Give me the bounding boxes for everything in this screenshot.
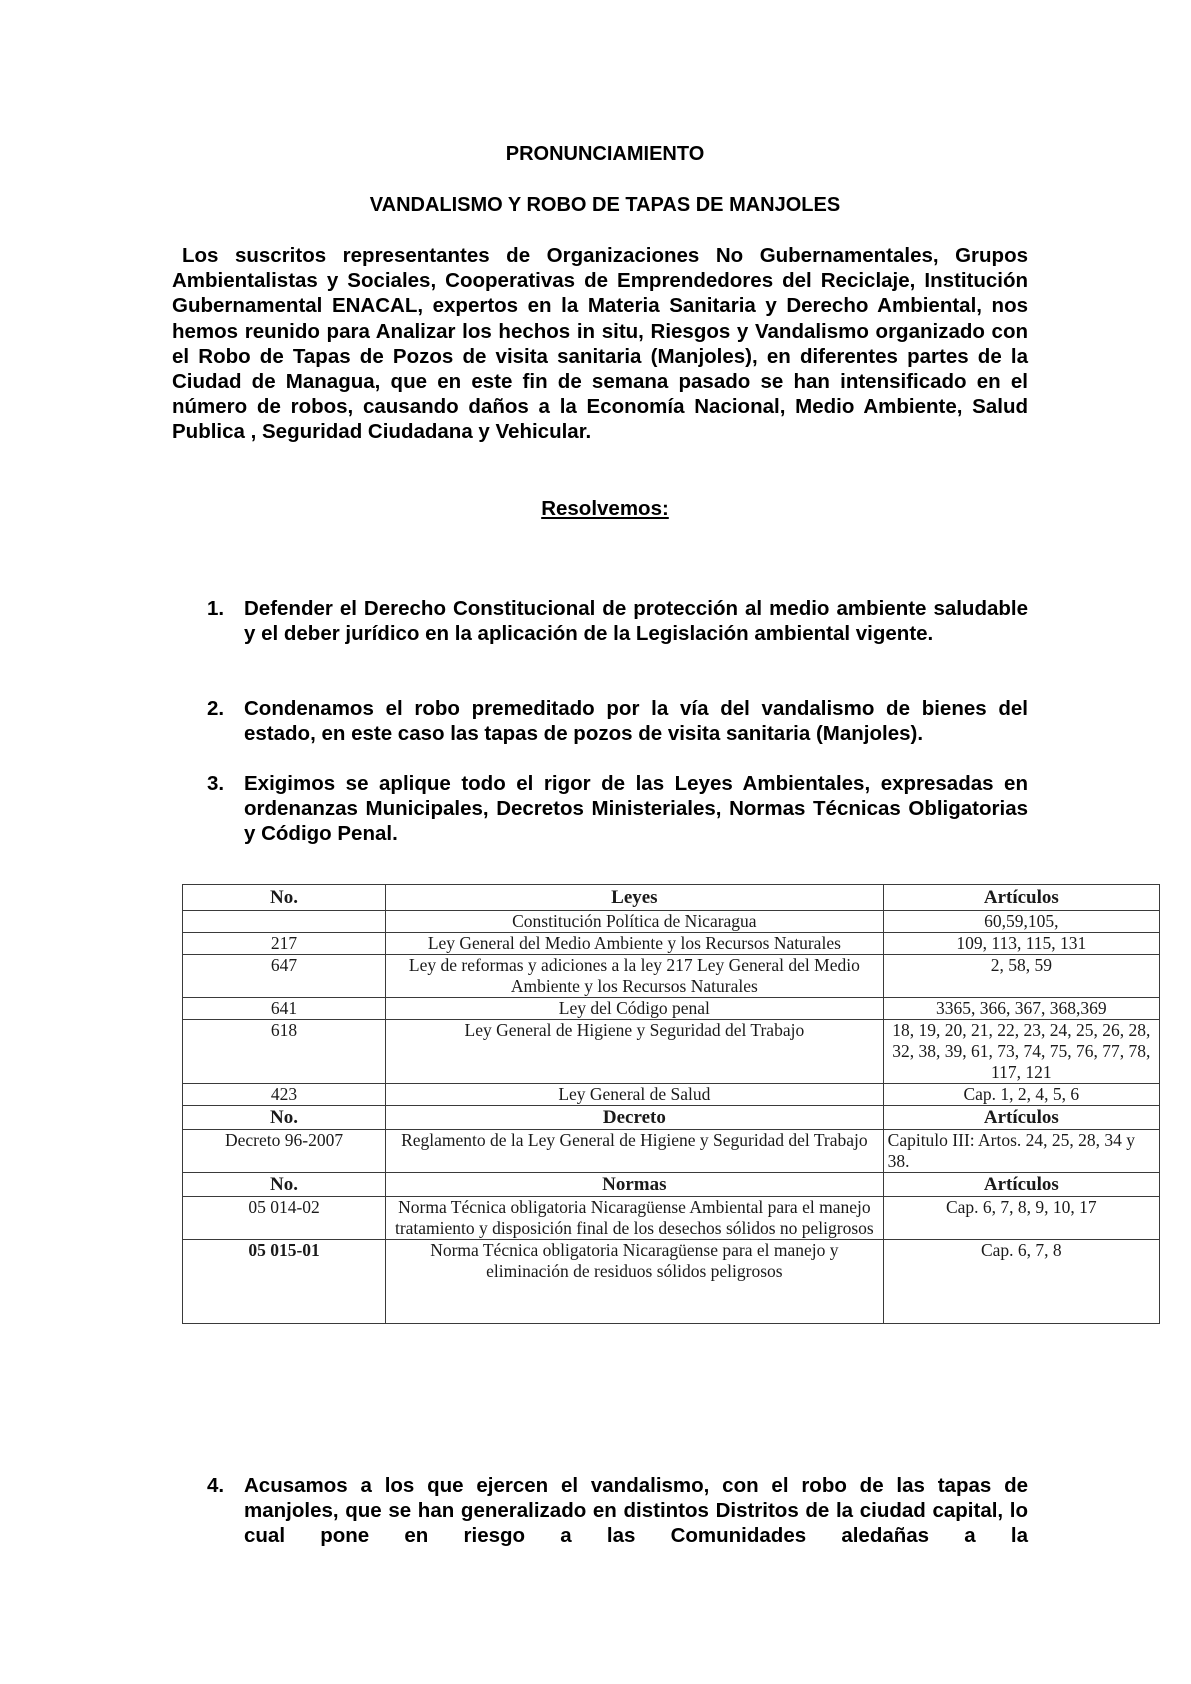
- table-header-row: [183, 1106, 1160, 1130]
- table-cell: 05 015-01: [183, 1240, 386, 1324]
- table-cell: Cap. 6, 7, 8: [883, 1240, 1159, 1324]
- table-cell: Ley General de Higiene y Seguridad del Trabajo: [386, 1020, 884, 1084]
- table-cell: Reglamento de la Ley General de Higiene y Seguridad del Trabajo: [386, 1130, 884, 1173]
- table-row: [183, 1084, 1160, 1106]
- table-header-row: [183, 1173, 1160, 1197]
- table-cell: 05 014-02: [183, 1197, 386, 1240]
- table-cell: Capitulo III: Artos. 24, 25, 28, 34 y 38.: [883, 1130, 1159, 1173]
- table-cell: 3365, 366, 367, 368,369: [883, 998, 1159, 1020]
- table-cell: Ley General del Medio Ambiente y los Recursos Naturales: [386, 933, 884, 955]
- document-heading: PRONUNCIAMIENTO: [505, 143, 705, 165]
- list-item-number: 1.: [207, 597, 225, 620]
- header-cell: Artículos: [883, 1106, 1159, 1130]
- table-cell: Constitución Política de Nicaragua: [386, 911, 884, 933]
- table-cell: 18, 19, 20, 21, 22, 23, 24, 25, 26, 28, 32, 38, 39, 61, 73, 74, 75, 76, 77, 78, 117, 121: [883, 1020, 1159, 1084]
- header-cell: Decreto: [386, 1106, 884, 1130]
- header-cell: Leyes: [386, 885, 884, 911]
- table-cell: Ley General de Salud: [386, 1084, 884, 1106]
- list-item: [207, 1473, 1028, 1549]
- table-row: [183, 1197, 1160, 1240]
- table-row: [183, 955, 1160, 998]
- table-row: [183, 1130, 1160, 1173]
- header-cell: No.: [183, 1173, 386, 1197]
- list-item-number: 3.: [207, 772, 225, 795]
- table-row: [183, 1020, 1160, 1084]
- table-row: [183, 1240, 1160, 1324]
- table-cell: Cap. 6, 7, 8, 9, 10, 17: [883, 1197, 1159, 1240]
- header-cell: Artículos: [883, 1173, 1159, 1197]
- intro-paragraph: Los suscritos representantes de Organizaciones No Gubernamentales, Grupos Ambientalistas y Sociales, Cooperativas de Emprendedores del Reciclaje, Institución Gubernamental ENACAL, expertos en la Materia Sanitaria y Derecho Ambiental, nos hemos reunido para Analizar los hechos in situ, Riesgos y Vandalismo organizado con el Robo de Tapas de Pozos de visita sanitaria (Manjoles), en diferentes partes de la Ciudad de Managua, que en este fin de semana pasado se han intensificado en el número de robos, causando daños a la Economía Nacional, Medio Ambiente, Salud Publica , Seguridad Ciudadana y Vehicular.: [172, 244, 1028, 444]
- list-item: [207, 596, 1028, 646]
- list-item-number: 4.: [207, 1474, 225, 1497]
- table-cell: Norma Técnica obligatoria Nicaragüense Ambiental para el manejo tratamiento y disposición final de los desechos sólidos no peligrosos: [386, 1197, 884, 1240]
- list-item: [207, 696, 1028, 746]
- table-cell: 2, 58, 59: [883, 955, 1159, 998]
- table-cell: Norma Técnica obligatoria Nicaragüense para el manejo y eliminación de residuos sólidos peligrosos: [386, 1240, 884, 1324]
- table-cell: Decreto 96-2007: [183, 1130, 386, 1173]
- table-row: [183, 911, 1160, 933]
- legislation-table: [182, 884, 1160, 1324]
- table-cell: 217: [183, 933, 386, 955]
- table-cell: 423: [183, 1084, 386, 1106]
- header-cell: Normas: [386, 1173, 884, 1197]
- table-cell: 647: [183, 955, 386, 998]
- list-item-number: 2.: [207, 697, 225, 720]
- list-item-text: Acusamos a los que ejercen el vandalismo, con el robo de las tapas de manjoles, que se han generalizado en distintos Distritos de la ciudad capital, lo cual pone en riesgo a las Comunidades aledañas a la: [244, 1474, 1028, 1548]
- header-cell: Artículos: [883, 885, 1159, 911]
- table-row: [183, 933, 1160, 955]
- table-cell: [183, 911, 386, 933]
- table-cell: 109, 113, 115, 131: [883, 933, 1159, 955]
- table-cell: Ley de reformas y adiciones a la ley 217 Ley General del Medio Ambiente y los Recursos Naturales: [386, 955, 884, 998]
- header-cell: No.: [183, 885, 386, 911]
- document-subheading: VANDALISMO Y ROBO DE TAPAS DE MANJOLES: [369, 194, 841, 216]
- table-cell: 60,59,105,: [883, 911, 1159, 933]
- header-cell: No.: [183, 1106, 386, 1130]
- table-cell: 641: [183, 998, 386, 1020]
- resolvemos-heading: Resolvemos:: [541, 497, 669, 520]
- table-cell: 618: [183, 1020, 386, 1084]
- table-cell: Cap. 1, 2, 4, 5, 6: [883, 1084, 1159, 1106]
- list-item-text: Condenamos el robo premeditado por la vía del vandalismo de bienes del estado, en este caso las tapas de pozos de visita sanitaria (Manjoles).: [244, 697, 1028, 746]
- list-item-text: Exigimos se aplique todo el rigor de las Leyes Ambientales, expresadas en ordenanzas Municipales, Decretos Ministeriales, Normas Técnicas Obligatorias y Código Penal.: [244, 772, 1028, 846]
- list-item: [207, 771, 1028, 847]
- table-row: [183, 998, 1160, 1020]
- list-item-text: Defender el Derecho Constitucional de protección al medio ambiente saludable y el deber jurídico en la aplicación de la Legislación ambiental vigente.: [244, 597, 1028, 646]
- table-cell: Ley del Código penal: [386, 998, 884, 1020]
- table-header-row: [183, 885, 1160, 911]
